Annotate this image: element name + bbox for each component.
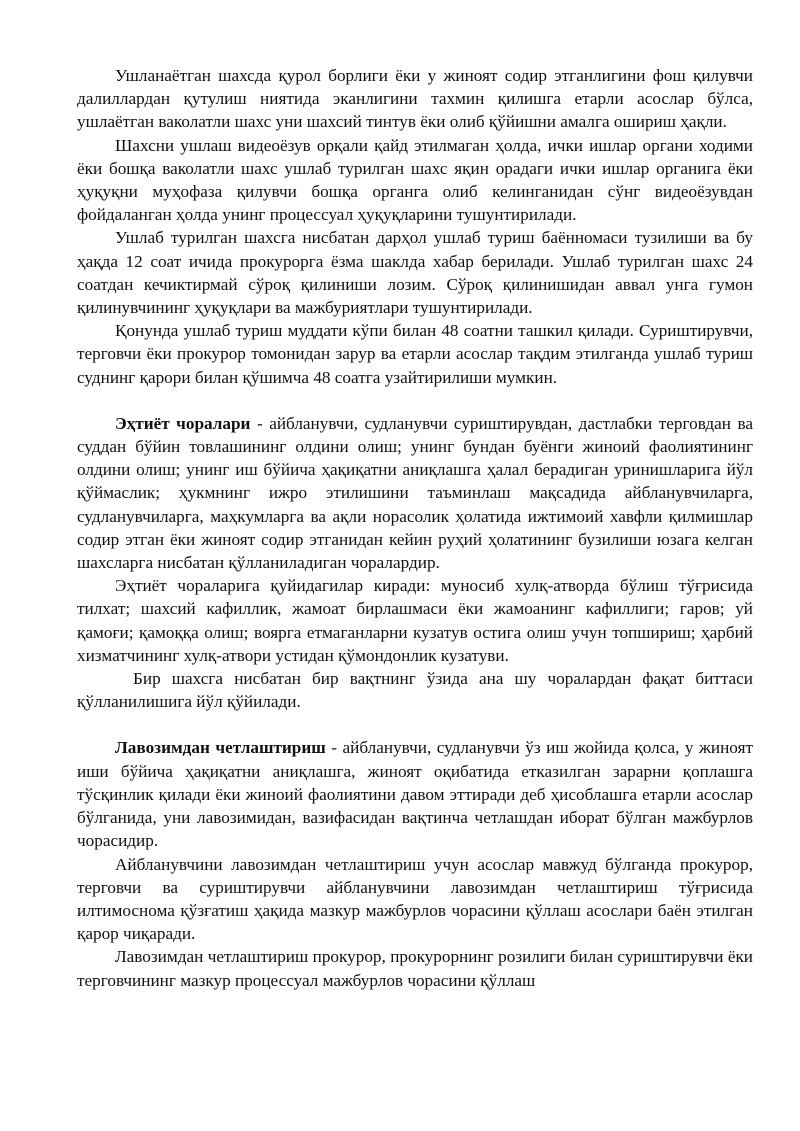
section-term: Лавозимдан четлаштириш: [115, 738, 326, 758]
paragraph-removal-procedure: Лавозимдан четлаштириш прокурор, прокурорнинг розилиги билан суриштирувчи ёки терговчининг мазкур процессуал мажбурлов чорасини қўллаш: [77, 947, 753, 990]
section-preventive-measures: [77, 412, 753, 574]
section-definition: - айбланувчи, судланувчи суриштирувдан, дастлабки терговдан ва суддан бўйин товлашининг олдини олиш; унинг бундан буёнги жиноий фаолиятининг олдини олиш; унинг иш бўйича ҳақиқатни аниқлашга ҳалал берадиган уринишларига йўл қўймаслик; ҳукмнинг ижро этилишини таъминлаш мақсадида айбланувчиларга, судланувчиларга, маҳкумларга ва ақли норасолик ҳолатида ижтимоий хавфли қилмишлар содир этган ёки жиноят содир этганидан кейин руҳий ҳолатининг бузилиши юзага келган шахсларга нисбатан қўлланиладиган чоралардир.: [77, 413, 753, 573]
paragraph-detention-protocol: Ушлаб турилган шахсга нисбатан дарҳол ушлаб туриш баённомаси тузилиши ва бу ҳақда 12 соат ичида прокурорга ёзма шаклда хабар берилади. Ушлаб турилган шахс 24 соатдан кечиктирмай сўроқ қилиниши лозим. Сўроқ қилинишидан аввал унга гумон қилинувчининг ҳуқуқлари ва мажбуриятлари тушунтирилади.: [77, 228, 753, 318]
paragraph-single-measure: Бир шахсга нисбатан бир вақтнинг ўзида ана шу чоралардан фақат биттаси қўлланилишига йўл қўйилади.: [77, 669, 753, 712]
paragraph-video-recording: Шахсни ушлаш видеоёзув орқали қайд этилмаган ҳолда, ички ишлар органи ходими ёки бошқа ваколатли шахс ушлаб турилган шахс яқин орадаги ички ишлар органига ёки ҳуқуқни муҳофаза қилувчи бошқа органга олиб келинганидан сўнг видеоёзувдан фойдаланган ҳолда унинг процессуал ҳуқуқларини тушунтирилади.: [77, 135, 753, 225]
section-definition: - айбланувчи, судланувчи ўз иш жойида қолса, у жиноят иши бўйича ҳақиқатни аниқлашга, жиноят оқибатида етказилган зарарни қоплашга тўсқинлик қилади ёки жиноий фаолиятини давом эттиради деб ҳисоблашга етарли асослар бўлганида, уни лавозимидан, вазифасидан вақтинча четлашдан иборат бўлган мажбурлов чорасидир.: [77, 738, 753, 851]
section-removal-from-office: [77, 736, 753, 852]
paragraph-search-right: Ушланаётган шахсда қурол борлиги ёки у жиноят содир этганлигини фош қилувчи далиллардан қутулиш ниятида эканлигини тахмин қилишга етарли асослар бўлса, ушлаётган ваколатли шахс уни шахсий тинтув ёки олиб қўйишни амалга ошириш ҳақли.: [77, 66, 753, 132]
paragraph-removal-grounds: Айбланувчини лавозимдан четлаштириш учун асослар мавжуд бўлганда прокурор, терговчи ва суриштирувчи айбланувчини лавозимдан четлаштириш тўғрисида илтимоснома қўзғатиш ҳақида мазкур мажбурлов чорасини қўллаш асослари баён этилган қарор чиқаради.: [77, 854, 753, 944]
document-page: [77, 64, 753, 992]
paragraph-measures-list: Эҳтиёт чораларига қуйидагилар киради: муносиб хулқ-атворда бўлиш тўғрисида тилхат; шахсий кафиллик, жамоат бирлашмаси ёки жамоанинг кафиллиги; гаров; уй қамоғи; қамоққа олиш; воярга етмаганларни кузатув остига олиш учун топшириш; ҳарбий хизматчининг хулқ-атвори устидан қўмондонлик кузатуви.: [77, 576, 753, 665]
section-term: Эҳтиёт чоралари: [115, 413, 251, 433]
paragraph-detention-term: Қонунда ушлаб туриш муддати кўпи билан 48 соатни ташкил қилади. Суриштирувчи, терговчи ёки прокурор томонидан зарур ва етарли асослар тақдим этилганда ушлаб туриш суднинг қарори билан қўшимча 48 соатга узайтирилиши мумкин.: [77, 321, 753, 387]
